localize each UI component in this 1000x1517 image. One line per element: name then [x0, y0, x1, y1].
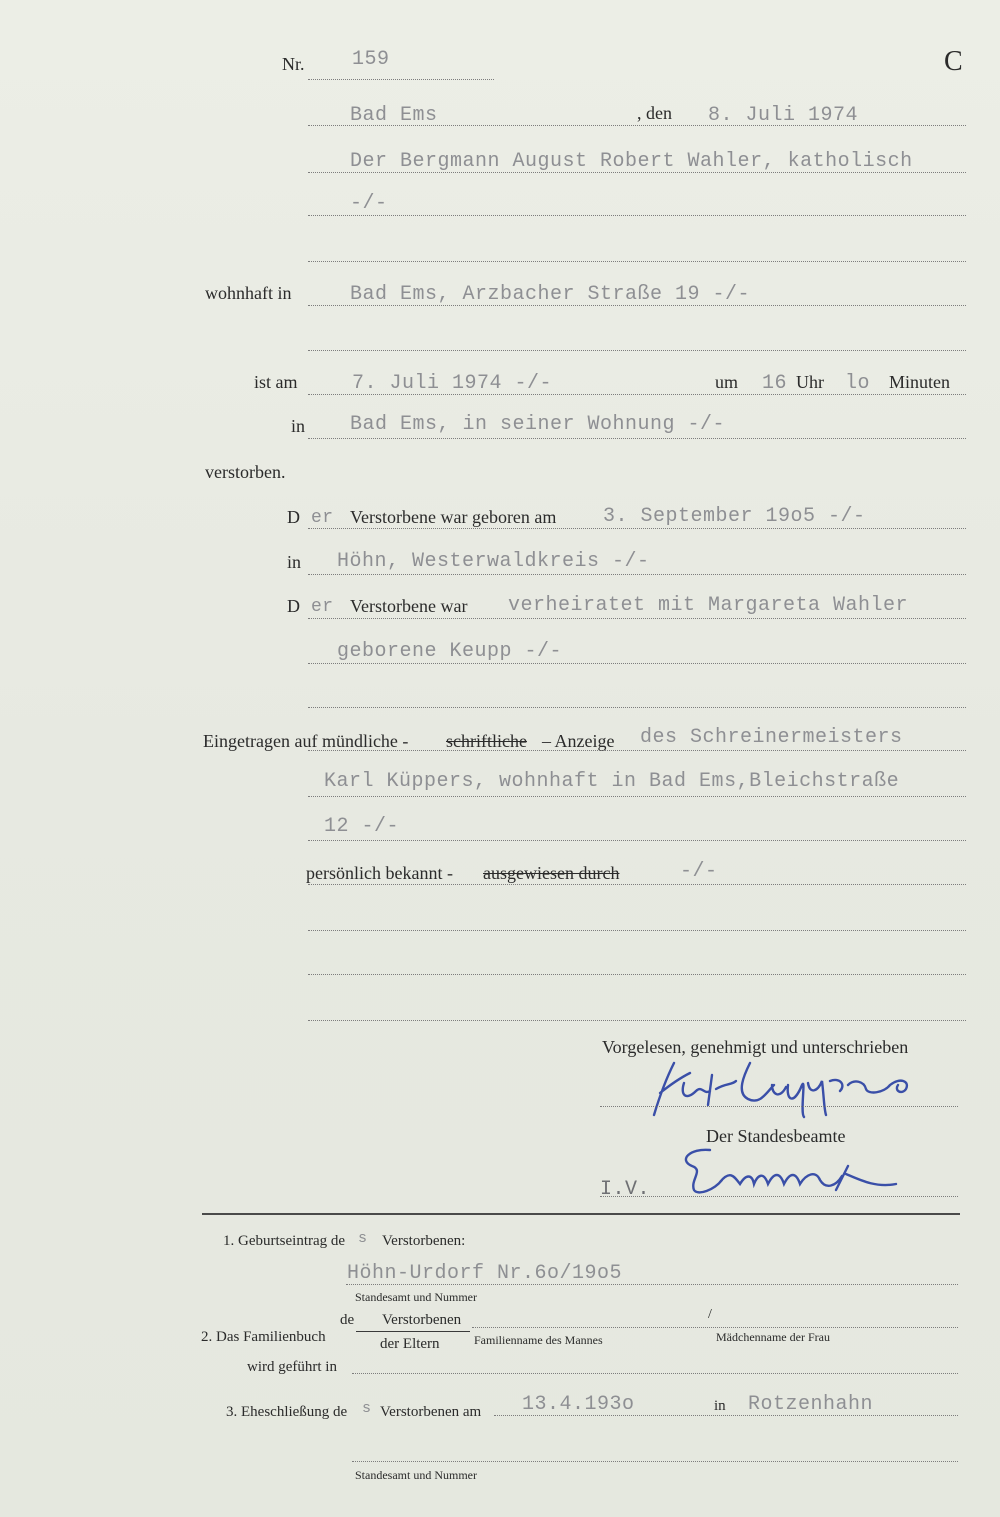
registration-value-1: des Schreinermeisters [640, 726, 903, 749]
registration-struck: schriftliche [446, 731, 527, 751]
um-label: um [715, 372, 739, 392]
residence-value: Bad Ems, Arzbacher Straße 19 -/- [350, 283, 751, 306]
birth-label: Verstorbene war geboren am [350, 507, 557, 527]
place-date-line [308, 125, 966, 126]
item1-s: s [358, 1230, 368, 1247]
person-line-2: -/- [350, 192, 388, 215]
read-approved-label: Vorgelesen, genehmigt und unterschrieben [602, 1037, 909, 1057]
birth-place: Höhn, Westerwaldkreis -/- [337, 550, 650, 573]
residence-label: wohnhaft in [205, 283, 292, 303]
registration-label-1: Eingetragen auf mündliche - [203, 731, 409, 751]
item1-caption: Standesamt und Nummer [355, 1290, 477, 1304]
residence-rule-2 [308, 350, 966, 351]
person-line-1: Der Bergmann August Robert Wahler, katholisch [350, 150, 913, 173]
item2-label: 2. Das Familienbuch [201, 1329, 326, 1345]
person-line-2-rule [308, 215, 966, 216]
known-label: persönlich bekannt - [306, 863, 453, 883]
item1-label-a: 1. Geburtseintrag de [223, 1233, 346, 1249]
marital-d-label: D [287, 596, 300, 616]
item3-rule-2 [352, 1461, 958, 1462]
registrar-signature-rule [600, 1196, 958, 1197]
death-in-label: in [291, 416, 306, 436]
corner-letter: C [944, 46, 963, 77]
blank-rule-1 [308, 930, 966, 931]
death-place-rule [308, 438, 966, 439]
birth-er-suffix: er [311, 508, 334, 528]
item3-caption: Standesamt und Nummer [355, 1468, 477, 1482]
item2-kept-label: wird geführt in [247, 1359, 337, 1375]
registration-rule-1 [308, 750, 966, 751]
registrar-label: Der Standesbeamte [706, 1126, 846, 1146]
footer-divider [202, 1213, 960, 1215]
item2-top: Verstorbenen [382, 1312, 462, 1328]
item2-kept-rule [352, 1373, 958, 1374]
marital-rule-3 [308, 707, 966, 708]
person-line-1-rule [308, 172, 966, 173]
iv-label: I.V. [600, 1178, 651, 1201]
registration-label-2: – Anzeige [542, 731, 615, 751]
item3-rule [494, 1415, 958, 1416]
item2-slash: / [708, 1307, 712, 1322]
informant-signature-rule [600, 1106, 958, 1107]
item2-wife-caption: Mädchenname der Frau [716, 1330, 830, 1344]
item2-husband-caption: Familienname des Mannes [474, 1333, 603, 1347]
person-line-3-rule [308, 261, 966, 262]
item3-s: s [362, 1400, 372, 1417]
ist-am-label: ist am [254, 372, 298, 392]
registration-rule-3 [308, 840, 966, 841]
item2-fraction-bar [356, 1331, 470, 1332]
informant-signature [640, 1055, 930, 1120]
death-hour: 16 [762, 372, 788, 395]
blank-rule-3 [308, 1020, 966, 1021]
date-value: 8. Juli 1974 [708, 104, 859, 127]
item1-rule [346, 1284, 958, 1285]
item1-value: Höhn-Urdorf Nr.6o/19o5 [347, 1262, 623, 1285]
known-struck: ausgewiesen durch [483, 863, 620, 883]
registration-value-3: 12 -/- [324, 815, 400, 838]
birth-date: 3. September 19o5 -/- [603, 505, 866, 528]
item1-label-b: Verstorbenen: [382, 1233, 466, 1249]
nr-label: Nr. [282, 54, 305, 74]
minuten-label: Minuten [889, 372, 950, 392]
marital-rule-1 [308, 618, 966, 619]
known-rule [308, 884, 966, 885]
death-date: 7. Juli 1974 -/- [352, 372, 553, 395]
item2-bottom: der Eltern [380, 1336, 440, 1352]
known-value: -/- [680, 860, 718, 883]
verstorben-label: verstorben. [205, 462, 286, 482]
marital-er-suffix: er [311, 597, 334, 617]
item2-rule [472, 1327, 958, 1328]
registration-rule-2 [308, 796, 966, 797]
nr-value: 159 [352, 48, 390, 71]
birth-d-label: D [287, 507, 300, 527]
registration-value-2: Karl Küppers, wohnhaft in Bad Ems,Bleichstraße [324, 770, 900, 793]
item3-date: 13.4.193o [522, 1393, 635, 1416]
item2-de: de [340, 1312, 355, 1328]
death-minutes: lo [845, 372, 871, 395]
marital-label: Verstorbene war [350, 596, 468, 616]
death-time-rule [308, 394, 966, 395]
birth-date-rule [308, 528, 966, 529]
blank-rule-2 [308, 974, 966, 975]
item3-label-a: 3. Eheschließung de [226, 1404, 348, 1420]
nr-line [308, 79, 494, 80]
birth-in-label: in [287, 552, 302, 572]
marital-rule-2 [308, 663, 966, 664]
uhr-label: Uhr [796, 372, 824, 392]
marital-value-1: verheiratet mit Margareta Wahler [508, 594, 909, 617]
item3-label-b: Verstorbenen am [380, 1404, 482, 1420]
item3-place: Rotzenhahn [748, 1393, 874, 1416]
item3-in: in [714, 1398, 726, 1414]
place-value: Bad Ems [350, 104, 438, 127]
residence-rule [308, 305, 966, 306]
registrar-signature [670, 1140, 910, 1200]
death-place: Bad Ems, in seiner Wohnung -/- [350, 413, 726, 436]
den-label: , den [637, 103, 672, 123]
birth-place-rule [308, 574, 966, 575]
marital-value-2: geborene Keupp -/- [337, 640, 563, 663]
